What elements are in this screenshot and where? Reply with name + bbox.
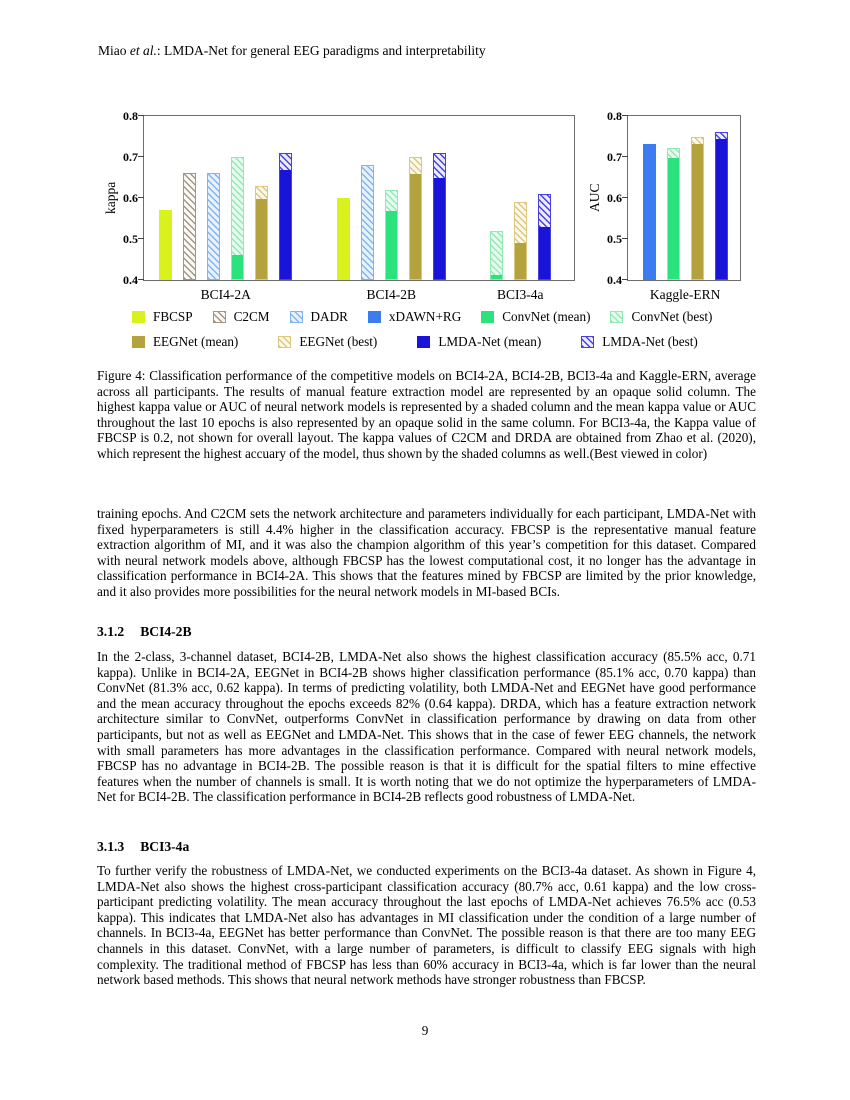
bar-mean-segment [434, 178, 445, 279]
y-tick-mark [138, 279, 144, 280]
bar-mean-segment [515, 243, 526, 279]
y-tick-mark [622, 156, 628, 157]
bar-mean-segment [539, 227, 550, 279]
section-heading-3-1-3 [97, 839, 189, 855]
bar-mean-segment [491, 275, 502, 279]
y-tick-mark [138, 238, 144, 239]
running-head [98, 43, 486, 59]
bar-bci3-4a-eegnet [514, 202, 527, 280]
y-tick-label: 0.5 [607, 232, 622, 246]
y-tick-label: 0.4 [607, 273, 622, 287]
y-tick-label: 0.6 [123, 191, 138, 205]
bar-mean-segment [256, 199, 267, 279]
bar-mean-segment [410, 174, 421, 279]
kappa-bar-chart [123, 109, 575, 302]
bar-kaggle-ern-eegnet [691, 137, 704, 280]
y-tick-label: 0.5 [123, 232, 138, 246]
section-heading-3-1-2 [97, 624, 192, 640]
legend-swatch-eegnet-mean [132, 336, 145, 348]
y-tick-label: 0.4 [123, 273, 138, 287]
y-tick-label: 0.6 [607, 191, 622, 205]
y-tick-mark [622, 115, 628, 116]
bar-bci3-4a-lmda-net [538, 194, 551, 280]
legend-label: DADR [310, 309, 348, 324]
bar-mean-segment [386, 211, 397, 279]
bar-bci4-2a-fbcsp [159, 210, 172, 280]
y-tick-mark [622, 279, 628, 280]
bar-bci4-2a-eegnet [255, 186, 268, 280]
bar-bci4-2a-c2cm [183, 173, 196, 280]
legend-label: ConvNet (best) [631, 309, 713, 324]
bar-bci4-2a-dadr [207, 173, 220, 280]
legend-swatch-eegnet-best [278, 336, 291, 348]
bar-kaggle-ern-convnet [667, 148, 680, 280]
page-number: 9 [421, 1023, 429, 1038]
legend-swatch-xdawn-rg [368, 311, 381, 323]
y-tick-mark [138, 156, 144, 157]
bar-mean-segment [232, 255, 243, 279]
legend-label: xDAWN+RG [388, 309, 462, 324]
y-tick-mark [622, 238, 628, 239]
running-head-rest: : LMDA-Net for general EEG paradigms and interpretability [156, 43, 486, 58]
legend-swatch-dadr [290, 311, 303, 323]
legend-item-eegnet-mean [132, 334, 238, 350]
legend-swatch-fbcsp [132, 311, 145, 323]
bar-bci4-2a-lmda-net [279, 153, 292, 280]
figure-caption: Figure 4: Classification performance of the competitive models on BCI4-2A, BCI4-2B, BCI3-4a and Kaggle-ERN, average across all participants. The results of manual feature extraction model are represented by an opaque solid column. The highest kappa value or AUC of neural network models is represented by a shaded column and the mean kappa value or AUC throughout the last 10 epochs is also represented by an opaque solid in the same column. For BCI3-4a, the Kappa value of FBCSP is 0.2, not shown for overall layout. The kappa values of C2CM and DRDA are obtained from Zhao et al. (2020), which represent the highest accuary of the model, thus shown by the shaded columns as well.(Best viewed in color) [97, 368, 756, 461]
bar-bci4-2b-eegnet [409, 157, 422, 280]
bar-mean-segment [668, 158, 679, 279]
legend-item-convnet-best [610, 309, 712, 325]
y-tick-label: 0.8 [607, 109, 622, 123]
legend-item-convnet-mean [481, 309, 590, 325]
body-paragraph-2: In the 2-class, 3-channel dataset, BCI4-2B, LMDA-Net also shows the highest classification accuracy (85.5% acc, 0.71 kappa). Unlike in BCI4-2A, EEGNet in BCI4-2B shows higher classification performance (85.1% acc, 0.70 kappa) than ConvNet (81.3% acc, 0.62 kappa). In terms of predicting volatility, both LMDA-Net and EEGNet have good performance and the mean accuracy throughout the epochs exceeds 82% (0.64 kappa). DRDA, which has a feature extraction network architecture similar to ConvNet, outperforms ConvNet in classification performance by drawing on data from other participants, but not as well as EEGNet and LMDA-Net. This shows that in the case of fewer EEG channels, the network with small parameters has more advantages in the classification performance. Compared with neural network models, FBCSP has no advantage in BCI4-2B. The possible reason is that it is difficult for the spatial filters to mine effective features when the number of channels is small. It is worth noting that we do not optimize the hyperparameters of LMDA-Net for BCI4-2B. The classification performance in BCI4-2B reflects good robustness of LMDA-Net. [97, 649, 756, 805]
bar-bci4-2b-fbcsp [337, 198, 350, 280]
legend-item-lmda-net-mean [417, 334, 541, 350]
legend-label: C2CM [233, 309, 270, 324]
legend-swatch-convnet-mean [481, 311, 494, 323]
chart-legend-row-2 [132, 334, 698, 350]
chart-legend-row-1 [132, 309, 712, 325]
bar-kaggle-ern-lmda-net [715, 132, 728, 280]
running-head-author: Miao [98, 43, 130, 58]
legend-label: ConvNet (mean) [502, 309, 591, 324]
legend-label: LMDA-Net (mean) [438, 334, 542, 349]
legend-item-xdawn-rg [368, 309, 461, 325]
bar-bci3-4a-convnet [490, 231, 503, 280]
y-tick-label: 0.8 [123, 109, 138, 123]
legend-item-c2cm [213, 309, 270, 325]
y-tick-mark [138, 197, 144, 198]
bar-bci4-2b-lmda-net [433, 153, 446, 280]
y-tick-label: 0.7 [607, 150, 622, 164]
legend-label: EEGNet (mean) [153, 334, 239, 349]
x-group-label-bci3-4a: BCI3-4a [497, 287, 544, 302]
legend-label: LMDA-Net (best) [602, 334, 698, 349]
bar-mean-segment [692, 144, 703, 279]
legend-item-fbcsp [132, 309, 193, 325]
section-title: BCI4-2B [140, 624, 192, 639]
section-number: 3.1.2 [97, 624, 125, 639]
legend-item-eegnet-best [278, 334, 377, 350]
body-paragraph-1: training epochs. And C2CM sets the network architecture and parameters individually for each participant, LMDA-Net with fixed hyperparameters is still 4.4% higher in the classification accuracy. FBCSP is the representative manual feature extraction algorithm of MI, and it was also the champion algorithm of this year’s competition for this dataset. Compared with neural network models above, although FBCSP has the lowest computational cost, it no longer has the advantage in classification performance in BCI4-2A. This shows that the features mined by FBCSP are limited by the prior knowledge, and it also provides more possibilities for the neural network models in MI-based BCIs. [97, 506, 756, 599]
legend-item-lmda-net-best [581, 334, 698, 350]
x-group-label-bci4-2b: BCI4-2B [366, 287, 416, 302]
legend-swatch-lmda-net-best [581, 336, 594, 348]
kappa-axis-label: kappa [103, 181, 118, 215]
legend-swatch-convnet-best [610, 311, 623, 323]
y-tick-label: 0.7 [123, 150, 138, 164]
section-number: 3.1.3 [97, 839, 125, 854]
bar-bci4-2a-convnet [231, 157, 244, 280]
bar-bci4-2b-dadr [361, 165, 374, 280]
legend-label: EEGNet (best) [299, 334, 378, 349]
bar-kaggle-ern-xdawn-rg [643, 144, 656, 280]
auc-axis-label: AUC [587, 183, 602, 213]
y-tick-mark [622, 197, 628, 198]
running-head-etal: et al. [129, 43, 157, 58]
legend-swatch-c2cm [213, 311, 226, 323]
legend-label: FBCSP [153, 309, 193, 324]
auc-bar-chart [607, 109, 741, 302]
legend-item-dadr [290, 309, 348, 325]
bar-mean-segment [716, 139, 727, 279]
y-tick-mark [138, 115, 144, 116]
body-paragraph-3: To further verify the robustness of LMDA-Net, we conducted experiments on the BCI3-4a dataset. As shown in Figure 4, LMDA-Net also shows the highest cross-participant classification accuracy (80.7% acc, 0.61 kappa) and the low cross-participant predicting volatility. The mean accuracy throughout the last epochs of LMDA-Net achieves 76.5% acc (0.53 kappa). This indicates that LMDA-Net also has advantages in MI classification under the condition of a large number of channels. In BCI3-4a, EEGNet has better performance than ConvNet. The possible reason is that there are too many EEG channels in this dataset. ConvNet, with a large number of parameters, is difficult to classify EEG signals with high complexity. The traditional method of FBCSP has less than 60% accuracy in BCI3-4a, which is far lower than the neural network based methods. This shows that neural network methods have stronger robustness than FBCSP. [97, 863, 756, 988]
bar-mean-segment [280, 170, 291, 279]
x-group-label-bci4-2a: BCI4-2A [200, 287, 251, 302]
x-group-label-kaggle-ern: Kaggle-ERN [649, 287, 721, 302]
bar-bci4-2b-convnet [385, 190, 398, 280]
legend-swatch-lmda-net-mean [417, 336, 430, 348]
section-title: BCI3-4a [140, 839, 190, 854]
